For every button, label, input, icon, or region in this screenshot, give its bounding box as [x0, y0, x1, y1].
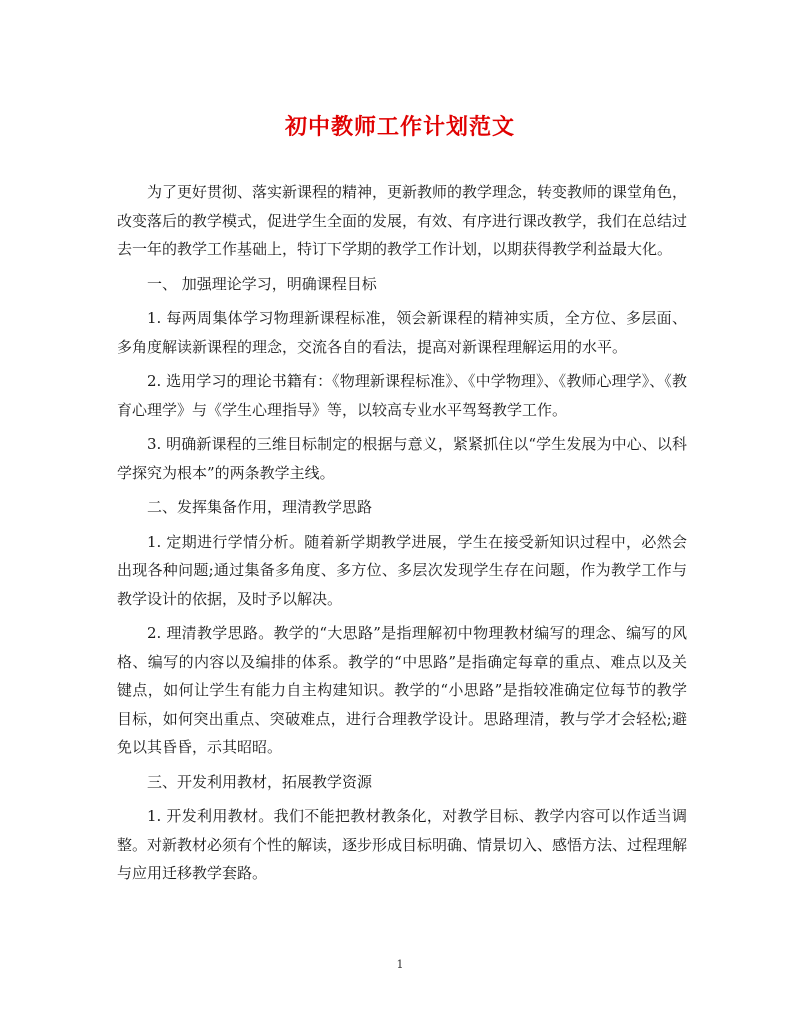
intro-paragraph: 为了更好贯彻、落实新课程的精神，更新教师的教学理念，转变教师的课堂角色，改变落后的教学模式，促进学生全面的发展，有效、有序进行课改教学，我们在总结过去一年的教学工作基础上，特订下学期的教学工作计划，以期获得教学利益最大化。 [117, 183, 688, 258]
section-2-item-2: 2. 理清教学思路。教学的“大思路”是指理解初中物理教材编写的理念、编写的风格、编写的内容以及编排的体系。教学的“中思路”是指确定每章的重点、难点以及关键点，如何让学生有能力自主构建知识。教学的“小思路”是指较准确定位每节的教学目标，如何突出重点、突破难点，进行合理教学设计。思路理清，教与学才会轻松;避免以其昏昏，示其昭昭。 [117, 624, 687, 756]
section-3-item-1: 1. 开发利用教材。我们不能把教材教条化，对教学目标、教学内容可以作适当调整。对新教材必须有个性的解读，逐步形成目标明确、情景切入、感悟方法、过程理解与应用迁移教学套路。 [117, 807, 688, 882]
section-heading-3: 三、开发利用教材，拓展教学资源 [147, 772, 373, 791]
document-title: 初中教师工作计划范文 [284, 114, 515, 140]
section-1-item-1: 1. 每两周集体学习物理新课程标准，领会新课程的精神实质，全方位、多层面、多角度解读新课程的理念，交流各自的看法，提高对新课程理解运用的水平。 [117, 309, 687, 356]
section-2-item-1: 1. 定期进行学情分析。随着新学期教学进展，学生在接受新知识过程中，必然会出现各种问题;通过集备多角度、多方位、多层次发现学生存在问题，作为教学工作与教学设计的依据，及时予以解决。 [117, 532, 687, 608]
page-number: 1 [396, 958, 404, 971]
section-heading-1: 一、 加强理论学习，明确课程目标 [147, 274, 377, 293]
section-1-item-3: 3. 明确新课程的三维目标制定的根据与意义，紧紧抓住以“学生发展为中心、以科学探究为根本”的两条教学主线。 [117, 435, 687, 482]
section-heading-2: 二、发挥集备作用，理清教学思路 [147, 498, 373, 516]
section-1-item-2: 2. 选用学习的理论书籍有：《物理新课程标准》、《中学物理》、《教师心理学》、《教育心理学》与《学生心理指导》等，以较高专业水平驾驽教学工作。 [117, 372, 687, 419]
document-body [117, 178, 687, 894]
